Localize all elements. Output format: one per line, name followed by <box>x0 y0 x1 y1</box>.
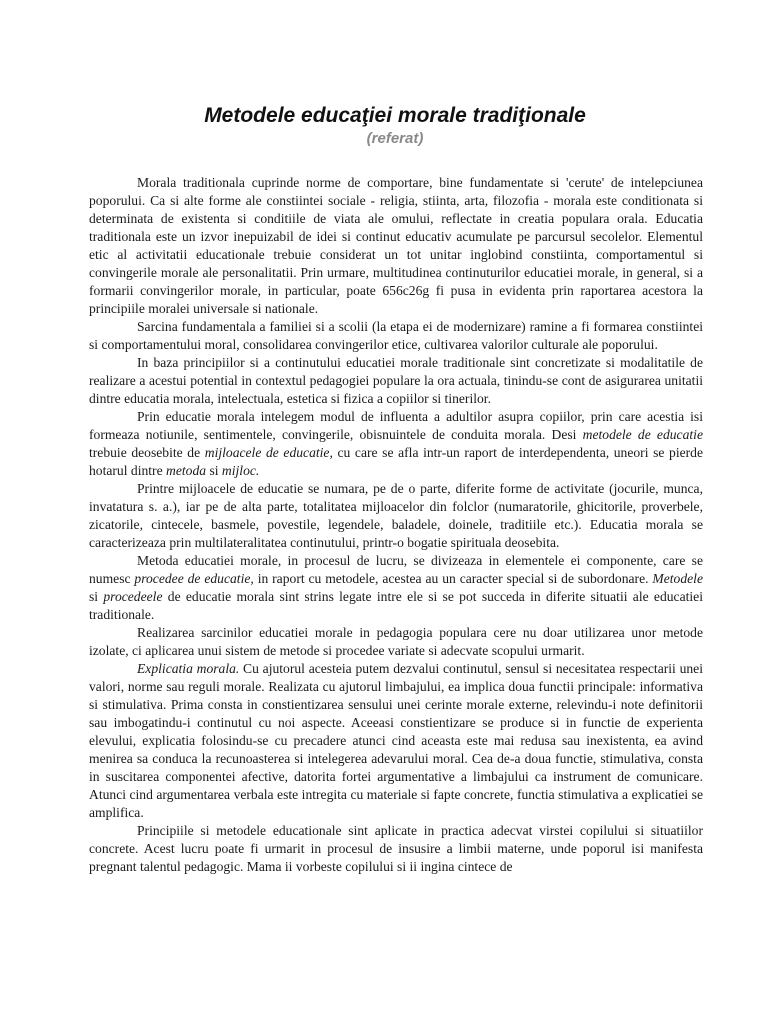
paragraph <box>89 552 703 624</box>
paragraph-text: In baza principiilor si a continutului educatiei morale traditionale sint concretizate si modalitatile de realizare a acestui potential in contextul pedagogiei populare la ora actuala, tinindu-se cont de asigurarea unitatii dintre educatia morala, intelectuala, estetica si fizica a copiilor si tinerilor. <box>89 355 703 406</box>
paragraph-text: Metoda educatiei morale, in procesul de lucru, se divizeaza in elementele ei componente, care se numesc <box>89 553 703 586</box>
paragraph-text: si <box>206 463 222 478</box>
paragraph <box>89 480 703 552</box>
paragraph-text: Realizarea sarcinilor educatiei morale in pedagogia populara cere nu doar utilizarea unor metode izolate, ci aplicarea unui sistem de metode si procedee variate si adecvate scopului urmarit. <box>89 625 703 658</box>
italic-text: mijloacele de educatie, <box>204 445 333 460</box>
paragraph-text: si <box>89 589 104 604</box>
paragraph <box>89 624 703 660</box>
paragraph-text: Cu ajutorul acesteia putem dezvalui continutul, sensul si necesitatea respectarii unei valori, norme sau reguli morale. Realizata cu ajutorul limbajului, ea implica doua functii principale: informativa si stimulativa. Prima consta in constientizarea sensului unei cerinte morale externe, relevindu-i note definitorii sau imbogatindu-i continutul cu noi aspecte. Aceeasi constientizare se produce si in functie de experienta elevului, explicatia folosindu-se cu precadere atunci cind aceasta este mai redusa sau inexistenta, ea avind menirea sa conduca la recunoasterea si intelegerea adevarului moral. Cea de-a doua functie, stimulativa, consta in suscitarea componentei afective, datorita fortei argumentative a limbajului ca instrument de comunicare. Atunci cind argumentarea verbala este intregita cu materiale si fapte concrete, functia stimulativa a explicatiei se amplifica. <box>89 661 703 820</box>
paragraph <box>89 318 703 354</box>
paragraph-text: Principiile si metodele educationale sint aplicate in practica adecvat virstei copilului si situatiilor concrete. Acest lucru poate fi urmarit in procesul de insusire a limbii materne, unde poporul isi manifesta pregnant talentul pedagogic. Mama ii vorbeste copilului si ii ingina cintece de <box>89 823 703 874</box>
paragraph-text: in raport cu metodele, acestea au un caracter special si de subordonare. <box>253 571 653 586</box>
italic-text: procedee de educatie, <box>134 571 254 586</box>
paragraph <box>89 822 703 876</box>
paragraph <box>89 354 703 408</box>
paragraph-text: cu care se afla intr-un raport de interdependenta, uneori se pierde hotarul dintre <box>89 445 703 478</box>
paragraph-text: de educatie morala sint strins legate intre ele si se pot succeda in diferite situatii ale educatiei traditionale. <box>89 589 703 622</box>
paragraph-text: Sarcina fundamentala a familiei si a scolii (la etapa ei de modernizare) ramine a fi formarea constiintei si comportamentului moral, consolidarea convingerilor etice, cultivarea valorilor culturale ale poporului. <box>89 319 703 352</box>
paragraph <box>89 174 703 318</box>
paragraph <box>89 408 703 480</box>
paragraph <box>89 660 703 822</box>
italic-text: Metodele <box>652 571 703 586</box>
italic-text: procedeele <box>103 589 163 604</box>
paragraph-text: Prin educatie morala intelegem modul de influenta a adultilor asupra copiilor, prin care acestia isi formeaza notiunile, sentimentele, convingerile, obisnuintele de conduita morala. Desi <box>89 409 703 442</box>
paragraph-text: Printre mijloacele de educatie se numara, pe de o parte, diferite forme de activitate (jocurile, munca, invatatura s. a.), iar pe de alta parte, totalitatea mijloacelor din folclor (numaratorile, ghicitorile, proverbele, zicatorile, cintecele, basmele, povestile, legendele, baladele, doinele, traditiile etc.). Educatia morala se caracterizeaza prin multilateralitatea continutului, printr-o bogatie spirituala deosebita. <box>89 481 703 550</box>
italic-text: metodele de educatie <box>582 427 703 442</box>
paragraph-text: Morala traditionala cuprinde norme de comportare, bine fundamentate si 'cerute' de intelepciunea poporului. Ca si alte forme ale constiintei sociale - religia, stiinta, arta, filozofia - morala este conditionata si determinata de existenta si conditiile de viata ale omului, reflectate in creatia populara orala. Educatia traditionala este un izvor inepuizabil de idei si continut educativ acumulate pe parcursul secolelor. Elementul etic al activitatii educationale trebuie considerat un tot unitar inglobind constiinta, comportamentul si convingerile morale ale personalitatii. Prin urmare, multitudinea continuturilor educatiei morale, in general, si a formarii convingerilor morale, in particular, poate 656c26g fi pusa in evidenta prin raportarea acestora la principiile moralei universale si nationale. <box>89 175 703 316</box>
italic-text: mijloc. <box>221 463 260 478</box>
italic-text: Explicatia morala. <box>137 661 240 676</box>
italic-text: metoda <box>166 463 207 478</box>
paragraph-text: trebuie deosebite de <box>89 445 205 460</box>
document-body <box>89 174 703 876</box>
document-subtitle: (referat) <box>366 130 424 147</box>
document-title: Metodele educaţiei morale tradiţionale <box>204 104 586 127</box>
